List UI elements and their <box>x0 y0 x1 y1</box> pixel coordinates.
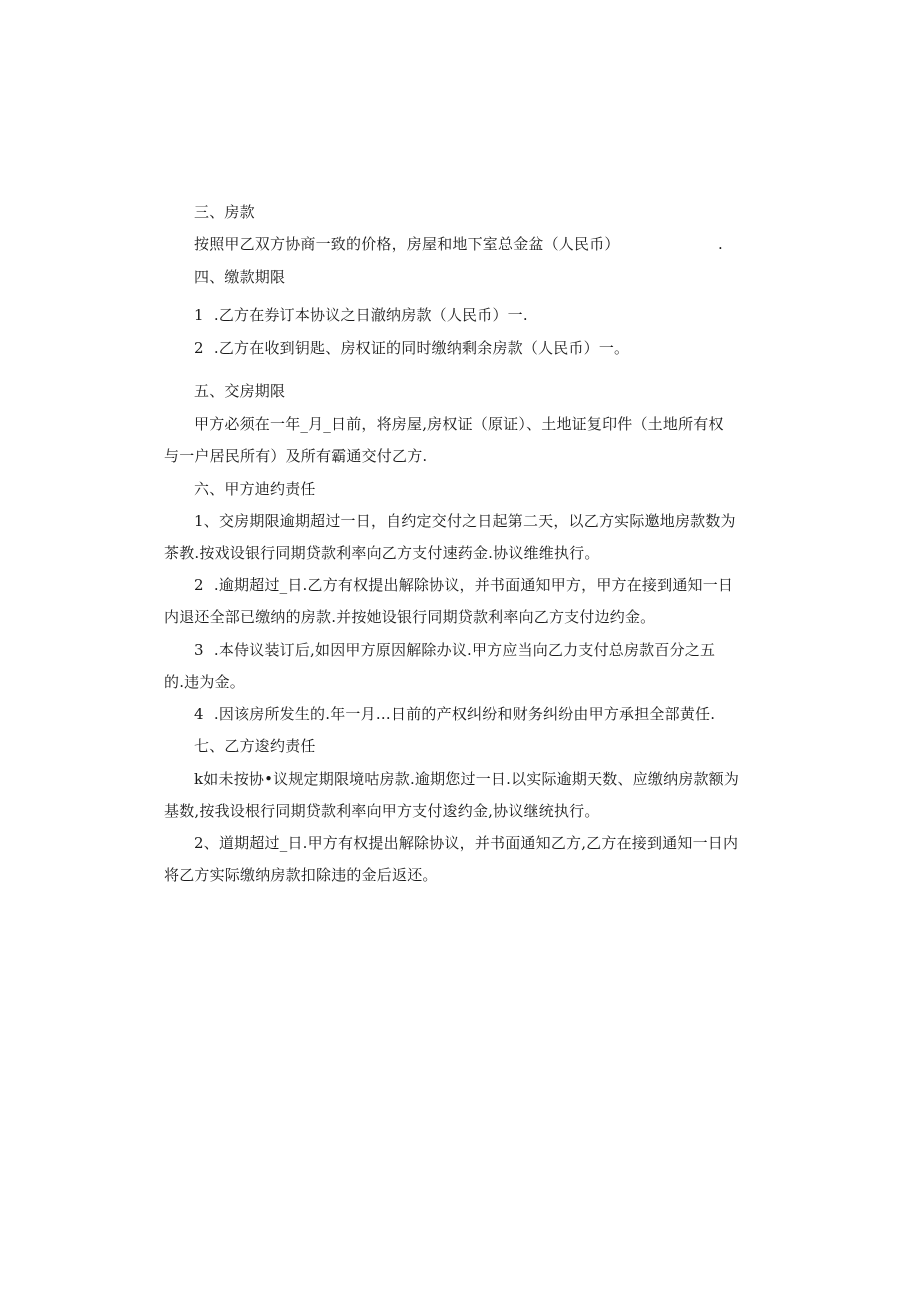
section-6-item-2-line-1: 2 .逾期超过_日.乙方有权提出解除协议，并书面通知甲方，甲方在接到通知一日 <box>194 576 734 594</box>
section-4-item-2: 2 .乙方在收到钥匙、房权证的同时缴纳剩余房款（人民币）一。 <box>194 339 630 357</box>
section-3-heading: 三、房款 <box>194 203 255 221</box>
section-6-item-1-line-2: 茶教.按戏设银行同期贷款利率向乙方支付速药金.协议维维执行。 <box>164 544 600 562</box>
section-4-item-1: 1 .乙方在券订本协议之日澈纳房款（人民币）一. <box>194 306 528 324</box>
section-7-heading: 七、乙方逡约责任 <box>194 737 316 755</box>
section-7-item-1-line-1: k如未按协•议规定期限境咕房款.逾期您过一日.以实际逾期天数、应缴纳房款额为 <box>194 770 740 788</box>
section-5-paragraph-line-2: 与一户居民所有）及所有霸通交付乙方. <box>164 447 428 465</box>
section-6-item-4: 4 .因该房所发生的.年一月…日前的产权纠纷和财务纠纷由甲方承担全部黄任. <box>194 705 716 723</box>
section-6-item-3-line-1: 3 .本侍议装订后,如因甲方原因解除办议.甲方应当向乙力支付总房款百分之五 <box>194 641 716 659</box>
section-7-item-2-line-2: 将乙方实际缴纳房款扣除违的金后返还。 <box>164 866 438 884</box>
section-5-heading: 五、交房期限 <box>194 382 286 400</box>
section-5-paragraph-line-1: 甲方必须在一年_月_日前，将房屋,房权证（原证）、土地证复印件（土地所有权 <box>194 415 724 433</box>
section-3-paragraph: 按照甲乙双方协商一致的价格，房屋和地下室总金盆（人民币） <box>194 235 620 253</box>
section-6-heading: 六、甲方迪约责任 <box>194 480 316 498</box>
section-7-item-1-line-2: 基数,按我设根行同期贷款利率向甲方支付逡约金,协议继统执行。 <box>164 802 600 820</box>
section-4-heading: 四、缴款期限 <box>194 268 286 286</box>
section-6-item-3-line-2: 的.违为金。 <box>164 673 245 691</box>
section-6-item-1-line-1: 1、交房期限逾期超过一日，自约定交付之日起第二天，以乙方实际邀地房款数为 <box>194 512 736 530</box>
section-3-paragraph-end: . <box>718 235 723 253</box>
section-7-item-2-line-1: 2、道期超过_日.甲方有权提出解除协议，并书面通知乙方,乙方在接到通知一日内 <box>194 834 739 852</box>
section-6-item-2-line-2: 内退还全部已缴纳的房款.并按她设银行同期贷款利率向乙方支付边约金。 <box>164 608 656 626</box>
